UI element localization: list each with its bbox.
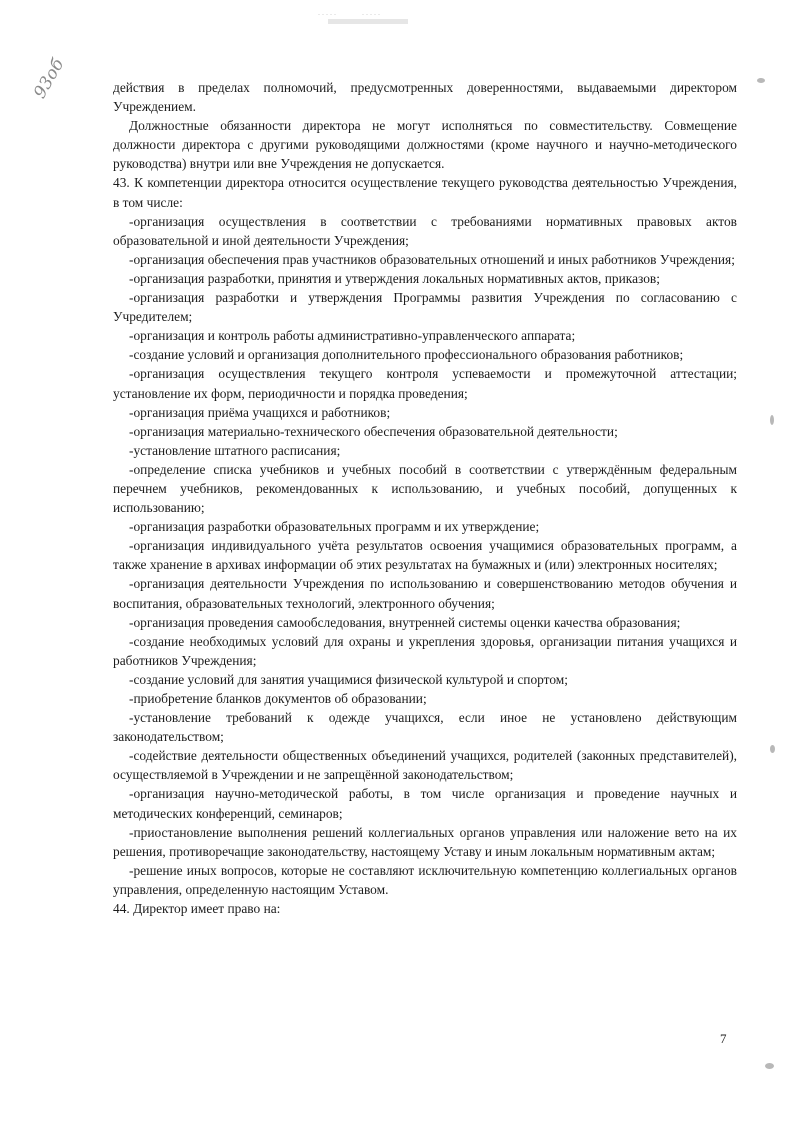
list-item: -организация осуществления текущего контроля успеваемости и промежуточной аттестации; установление их форм, периодичности и порядка проведения; bbox=[113, 366, 737, 401]
list-item: -организация и контроль работы административно-управленческого аппарата; bbox=[129, 328, 576, 344]
paragraph: действия в пределах полномочий, предусмотренных доверенностями, выдаваемыми директором Учреждением. bbox=[113, 80, 737, 115]
list-item: -организация материально-технического обеспечения образовательной деятельности; bbox=[129, 423, 618, 439]
scan-header-artifact bbox=[318, 8, 418, 30]
scan-dots: ..... ..... bbox=[318, 8, 382, 17]
list-item: -организация разработки и утверждения Программы развития Учреждения по согласованию с Учредителем; bbox=[113, 290, 737, 325]
list-item: -решение иных вопросов, которые не составляют исключительную компетенцию коллегиальных органов управления, определенную настоящим Уставом. bbox=[113, 862, 737, 897]
numbered-clause: 44. Директор имеет право на: bbox=[113, 901, 281, 917]
list-item: -организация индивидуального учёта результатов освоения учащимися образовательных программ, а также хранение в архивах информации об этих результатах на бумажных и (или) электронных носителях; bbox=[113, 538, 737, 573]
scan-speck bbox=[770, 415, 774, 425]
list-item: -организация деятельности Учреждения по использованию и совершенствованию методов обучения и воспитания, образовательных технологий, электронного обучения; bbox=[113, 576, 737, 611]
document-body bbox=[113, 78, 737, 918]
list-item: -создание условий для занятия учащимися физической культурой и спортом; bbox=[129, 671, 568, 687]
list-item: -приобретение бланков документов об образовании; bbox=[129, 691, 427, 706]
list-item: -организация разработки образовательных программ и их утверждение; bbox=[129, 519, 540, 535]
list-item: -организация научно-методической работы, в том числе организация и проведение научных и методических конференций, семинаров; bbox=[113, 786, 737, 821]
scan-speck bbox=[770, 745, 775, 753]
scan-blur bbox=[328, 19, 408, 24]
paragraph: Должностные обязанности директора не могут исполняться по совместительству. Совмещение должности директора с другими руководящими должностями (кроме научного и научно-методического руководства) внутри или вне Учреждения не допускается. bbox=[113, 118, 737, 172]
page-number: 7 bbox=[720, 1031, 727, 1046]
list-item: -установление штатного расписания; bbox=[129, 442, 341, 458]
list-item: -организация проведения самообследования, внутренней системы оценки качества образования; bbox=[129, 614, 681, 630]
list-item: -установление требований к одежде учащихся, если иное не установлено действующим законодательством; bbox=[113, 710, 737, 745]
list-item: -определение списка учебников и учебных пособий в соответствии с утверждённым федеральным перечнем учебников, рекомендованных к использованию, и учебных пособий, допущенных к использованию; bbox=[113, 461, 737, 516]
scan-speck bbox=[765, 1063, 774, 1069]
list-item: -организация разработки, принятия и утверждения локальных нормативных актов, приказов; bbox=[129, 270, 660, 286]
numbered-clause: 43. К компетенции директора относится осуществление текущего руководства деятельностью Учреждения, в том числе: bbox=[113, 175, 737, 210]
list-item: -организация осуществления в соответствии с требованиями нормативных правовых актов образовательной и иной деятельности Учреждения; bbox=[113, 213, 737, 248]
scan-speck bbox=[757, 78, 765, 83]
list-item: -организация обеспечения прав участников образовательных отношений и иных работников Учреждения; bbox=[129, 251, 735, 267]
list-item: -организация приёма учащихся и работников; bbox=[129, 404, 391, 420]
handwritten-page-mark: 93об bbox=[30, 55, 69, 102]
list-item: -приостановление выполнения решений коллегиальных органов управления или наложение вето на их решения, противоречащие законодательству, настоящему Уставу и иным локальным нормативным актам; bbox=[113, 824, 737, 859]
list-item: -создание условий и организация дополнительного профессионального образования работников; bbox=[129, 347, 684, 363]
list-item: -создание необходимых условий для охраны и укрепления здоровья, организации питания учащихся и работников Учреждения; bbox=[113, 633, 737, 668]
list-item: -содействие деятельности общественных объединений учащихся, родителей (законных представителей), осуществляемой в Учреждении и не запрещённой законодательством; bbox=[113, 748, 737, 783]
